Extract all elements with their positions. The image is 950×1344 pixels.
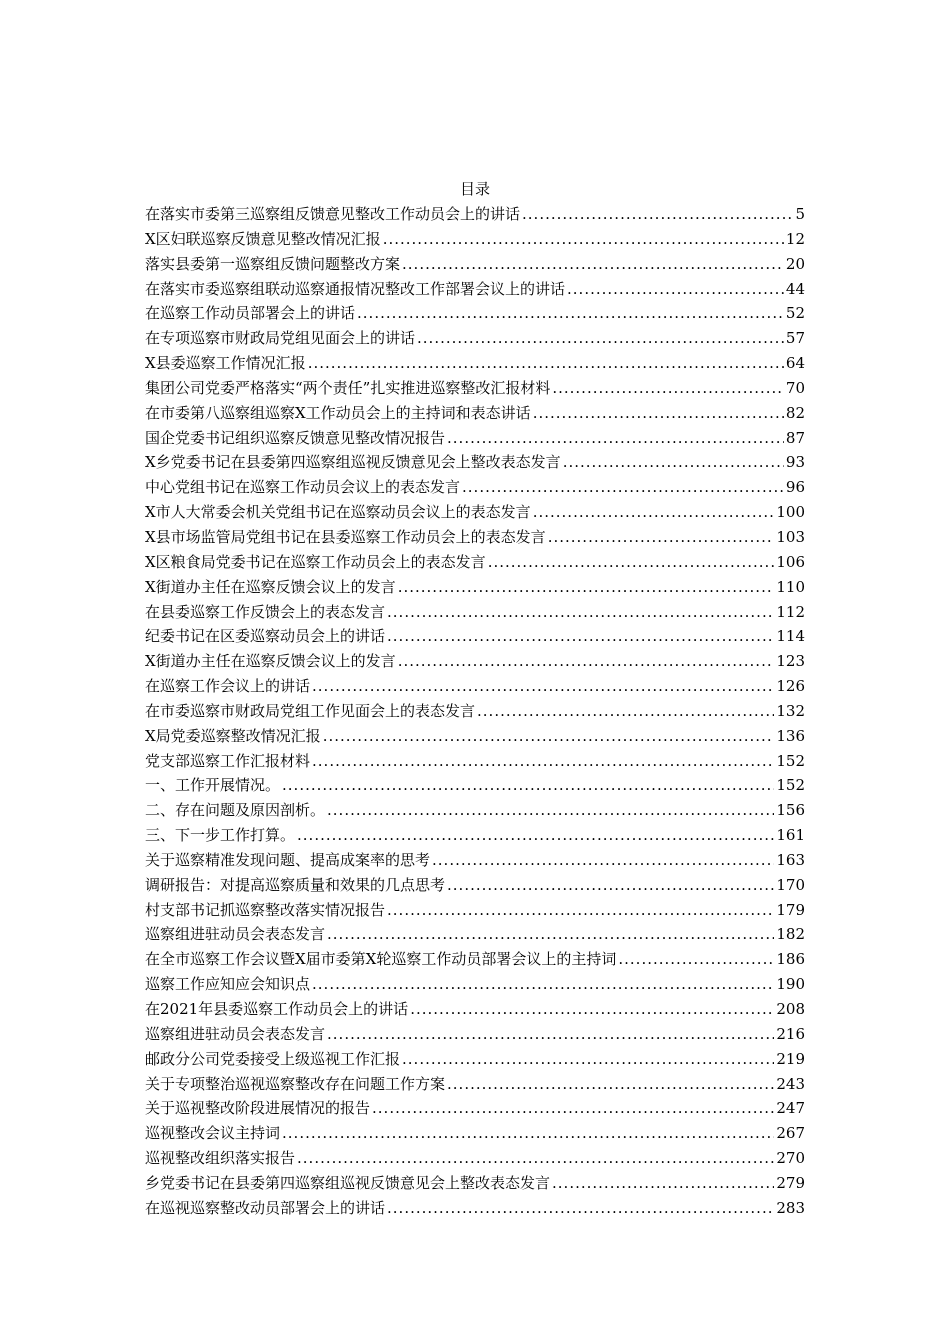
toc-entry-title: 调研报告：对提高巡察质量和效果的几点思考 xyxy=(145,875,446,894)
toc-entry[interactable] xyxy=(145,1121,805,1146)
toc-entry[interactable] xyxy=(145,351,805,376)
toc-entry[interactable] xyxy=(145,674,805,699)
dot-leader xyxy=(327,798,774,823)
toc-entry[interactable] xyxy=(145,873,805,898)
toc-entry-title: X街道办主任在巡察反馈会议上的发言 xyxy=(145,577,396,596)
dot-leader xyxy=(282,773,774,798)
toc-entry[interactable] xyxy=(145,1072,805,1097)
toc-entry[interactable] xyxy=(145,997,805,1022)
toc-entry[interactable] xyxy=(145,1022,805,1047)
toc-entry-title: X区妇联巡察反馈意见整改情况汇报 xyxy=(145,229,381,248)
toc-entry-page-number: 5 xyxy=(795,205,805,223)
toc-entry[interactable] xyxy=(145,1096,805,1121)
toc-entry[interactable] xyxy=(145,277,805,302)
dot-leader xyxy=(563,450,784,475)
toc-entry-title: 关于巡视整改阶段进展情况的报告 xyxy=(145,1099,371,1118)
dot-leader xyxy=(357,301,784,326)
toc-entry[interactable] xyxy=(145,401,805,426)
toc-entry[interactable] xyxy=(145,525,805,550)
dot-leader xyxy=(533,500,775,525)
toc-entry-title: 在巡察工作动员部署会上的讲话 xyxy=(145,304,356,323)
toc-entry-title: 落实县委第一巡察组反馈问题整改方案 xyxy=(145,254,401,273)
toc-entry-title: X街道办主任在巡察反馈会议上的发言 xyxy=(145,652,396,671)
toc-entry-page-number: 243 xyxy=(776,1074,805,1093)
toc-entry[interactable] xyxy=(145,848,805,873)
toc-entry-title: X县市场监管局党组书记在县委巡察工作动员会上的表态发言 xyxy=(145,527,546,546)
toc-entry[interactable] xyxy=(145,624,805,649)
toc-entry-title: X乡党委书记在县委第四巡察组巡视反馈意见会上整改表态发言 xyxy=(145,453,561,472)
dot-leader xyxy=(552,376,784,401)
dot-leader xyxy=(387,898,774,923)
toc-entry-page-number: 136 xyxy=(776,726,805,745)
dot-leader xyxy=(323,724,775,749)
dot-leader xyxy=(447,1072,774,1097)
toc-entry[interactable] xyxy=(145,947,805,972)
toc-entry-page-number: 52 xyxy=(785,304,805,323)
toc-entry-page-number: 112 xyxy=(776,602,805,621)
toc-entry-title: 邮政分公司党委接受上级巡视工作汇报 xyxy=(145,1049,401,1068)
dot-leader xyxy=(552,1171,774,1196)
dot-leader xyxy=(398,649,775,674)
toc-entry-page-number: 64 xyxy=(785,354,805,373)
toc-entry-page-number: 219 xyxy=(776,1049,805,1068)
toc-entry[interactable] xyxy=(145,724,805,749)
toc-entry-page-number: 57 xyxy=(785,329,805,348)
dot-leader xyxy=(297,1146,774,1171)
toc-entry-page-number: 114 xyxy=(776,627,805,646)
dot-leader xyxy=(567,277,784,302)
toc-entry-title: 在落实市委巡察组联动巡察通报情况整改工作部署会议上的讲话 xyxy=(145,279,566,298)
toc-entry-title: 巡察工作应知应会知识点 xyxy=(145,975,311,994)
dot-leader xyxy=(432,848,774,873)
toc-entry[interactable] xyxy=(145,575,805,600)
toc-entry[interactable] xyxy=(145,301,805,326)
dot-leader xyxy=(410,997,774,1022)
dot-leader xyxy=(387,624,774,649)
dot-leader xyxy=(282,1121,774,1146)
toc-entry-title: 一、工作开展情况。 xyxy=(145,776,281,795)
toc-entry[interactable] xyxy=(145,773,805,798)
dot-leader xyxy=(533,401,784,426)
toc-entry[interactable] xyxy=(145,699,805,724)
toc-entry-page-number: 182 xyxy=(776,925,805,944)
dot-leader xyxy=(327,922,774,947)
toc-entry[interactable] xyxy=(145,475,805,500)
toc-entry[interactable] xyxy=(145,500,805,525)
toc-entry-title: X区粮食局党委书记在巡察工作动员会上的表态发言 xyxy=(145,552,486,571)
toc-entry[interactable] xyxy=(145,798,805,823)
dot-leader xyxy=(312,749,774,774)
toc-entry-page-number: 100 xyxy=(776,503,805,522)
dot-leader xyxy=(477,699,774,724)
dot-leader xyxy=(488,550,775,575)
toc-entry-title: 关于专项整治巡视巡察整改存在问题工作方案 xyxy=(145,1074,446,1093)
toc-entry-page-number: 186 xyxy=(776,950,805,969)
toc-entry-page-number: 132 xyxy=(776,701,805,720)
dot-leader xyxy=(297,823,774,848)
toc-entry-title: 集团公司党委严格落实“两个责任”扎实推进巡察整改汇报材料 xyxy=(145,378,551,397)
toc-entry-title: 在2021年县委巡察工作动员会上的讲话 xyxy=(145,1000,409,1018)
toc-entry-page-number: 123 xyxy=(776,652,805,671)
dot-leader xyxy=(398,575,775,600)
toc-entry-page-number: 126 xyxy=(776,677,805,696)
toc-entry-title: 在市委第八巡察组巡察X工作动员会上的主持词和表态讲话 xyxy=(145,403,531,422)
dot-leader xyxy=(447,873,774,898)
toc-entry-page-number: 110 xyxy=(776,577,805,596)
toc-entry-page-number: 156 xyxy=(776,801,805,820)
toc-entry-title: 纪委书记在区委巡察动员会上的讲话 xyxy=(145,627,386,646)
toc-entry-page-number: 93 xyxy=(785,453,805,472)
toc-entry-page-number: 152 xyxy=(776,776,805,795)
toc-entry-title: X局党委巡察整改情况汇报 xyxy=(145,726,321,745)
dot-leader xyxy=(618,947,774,972)
toc-entry[interactable] xyxy=(145,376,805,401)
toc-entry[interactable] xyxy=(145,326,805,351)
toc-entry[interactable] xyxy=(145,1047,805,1072)
toc-entry-title: 在县委巡察工作反馈会上的表态发言 xyxy=(145,602,386,621)
toc-entry-page-number: 103 xyxy=(776,527,805,546)
toc-entry[interactable] xyxy=(145,1171,805,1196)
toc-entry-title: 村支部书记抓巡察整改落实情况报告 xyxy=(145,900,386,919)
dot-leader xyxy=(327,1022,774,1047)
dot-leader xyxy=(308,351,784,376)
toc-entry-title: 在全市巡察工作会议暨X届市委第X轮巡察工作动员部署会议上的主持词 xyxy=(145,950,617,969)
toc-entry[interactable] xyxy=(145,922,805,947)
toc-entry-title: 巡视整改会议主持词 xyxy=(145,1124,281,1143)
toc-entry-page-number: 190 xyxy=(776,975,805,994)
dot-leader xyxy=(383,227,784,252)
toc-entry-page-number: 44 xyxy=(785,279,805,298)
toc-entry-title: 关于巡察精准发现问题、提高成案率的思考 xyxy=(145,850,431,869)
toc-entry[interactable] xyxy=(145,649,805,674)
toc-entry[interactable] xyxy=(145,749,805,774)
toc-entry[interactable] xyxy=(145,600,805,625)
toc-entry-page-number: 87 xyxy=(785,428,805,447)
dot-leader xyxy=(312,674,774,699)
toc-entry-title: 三、下一步工作打算。 xyxy=(145,826,296,845)
toc-entry-title: 党支部巡察工作汇报材料 xyxy=(145,751,311,770)
toc-entry-title: X县委巡察工作情况汇报 xyxy=(145,354,306,373)
dot-leader xyxy=(522,202,793,227)
toc-entry[interactable] xyxy=(145,1146,805,1171)
dot-leader xyxy=(387,600,774,625)
toc-entry[interactable] xyxy=(145,1196,805,1221)
dot-leader xyxy=(417,326,784,351)
toc-entry-page-number: 247 xyxy=(776,1099,805,1118)
toc-entry-title: 在市委巡察市财政局党组工作见面会上的表态发言 xyxy=(145,701,476,720)
toc-entry-page-number: 106 xyxy=(776,552,805,571)
toc-entry[interactable] xyxy=(145,426,805,451)
toc-entry-page-number: 208 xyxy=(776,1000,805,1018)
toc-entry-page-number: 279 xyxy=(776,1173,805,1192)
toc-entry-page-number: 216 xyxy=(776,1024,805,1043)
toc-entry-title: X市人大常委会机关党组书记在巡察动员会议上的表态发言 xyxy=(145,503,531,522)
dot-leader xyxy=(372,1096,774,1121)
toc-entry[interactable] xyxy=(145,227,805,252)
dot-leader xyxy=(387,1196,774,1221)
toc-entry[interactable] xyxy=(145,202,805,227)
toc-list xyxy=(145,202,805,1221)
toc-entry-page-number: 270 xyxy=(776,1149,805,1168)
toc-entry[interactable] xyxy=(145,550,805,575)
toc-entry-page-number: 163 xyxy=(776,850,805,869)
dot-leader xyxy=(447,426,784,451)
toc-entry-title: 国企党委书记组织巡察反馈意见整改情况报告 xyxy=(145,428,446,447)
toc-entry[interactable] xyxy=(145,252,805,277)
toc-entry-page-number: 267 xyxy=(776,1124,805,1143)
toc-entry[interactable] xyxy=(145,823,805,848)
toc-entry-title: 中心党组书记在巡察工作动员会议上的表态发言 xyxy=(145,478,461,497)
toc-entry-page-number: 179 xyxy=(776,900,805,919)
toc-entry-title: 乡党委书记在县委第四巡察组巡视反馈意见会上整改表态发言 xyxy=(145,1173,551,1192)
toc-entry-title: 在落实市委第三巡察组反馈意见整改工作动员会上的讲话 xyxy=(145,205,521,223)
toc-entry-page-number: 161 xyxy=(776,826,805,845)
toc-entry-title: 二、存在问题及原因剖析。 xyxy=(145,801,326,820)
toc-entry-page-number: 70 xyxy=(785,378,805,397)
toc-entry-page-number: 82 xyxy=(785,403,805,422)
dot-leader xyxy=(548,525,775,550)
dot-leader xyxy=(462,475,784,500)
toc-entry-page-number: 283 xyxy=(776,1198,805,1217)
toc-entry-title: 巡察组进驻动员会表态发言 xyxy=(145,925,326,944)
dot-leader xyxy=(402,252,784,277)
toc-entry[interactable] xyxy=(145,898,805,923)
toc-entry-title: 在巡察工作会议上的讲话 xyxy=(145,677,311,696)
toc-entry-page-number: 12 xyxy=(785,229,805,248)
toc-entry-page-number: 20 xyxy=(785,254,805,273)
toc-entry-title: 巡视整改组织落实报告 xyxy=(145,1149,296,1168)
toc-entry-title: 巡察组进驻动员会表态发言 xyxy=(145,1024,326,1043)
dot-leader xyxy=(402,1047,774,1072)
toc-entry-title: 在巡视巡察整改动员部署会上的讲话 xyxy=(145,1198,386,1217)
toc-entry-page-number: 170 xyxy=(776,875,805,894)
dot-leader xyxy=(312,972,774,997)
toc-title: 目录 xyxy=(459,180,490,198)
toc-entry[interactable] xyxy=(145,450,805,475)
toc-entry-title: 在专项巡察市财政局党组见面会上的讲话 xyxy=(145,329,416,348)
toc-entry-page-number: 152 xyxy=(776,751,805,770)
toc-entry-page-number: 96 xyxy=(785,478,805,497)
toc-entry[interactable] xyxy=(145,972,805,997)
